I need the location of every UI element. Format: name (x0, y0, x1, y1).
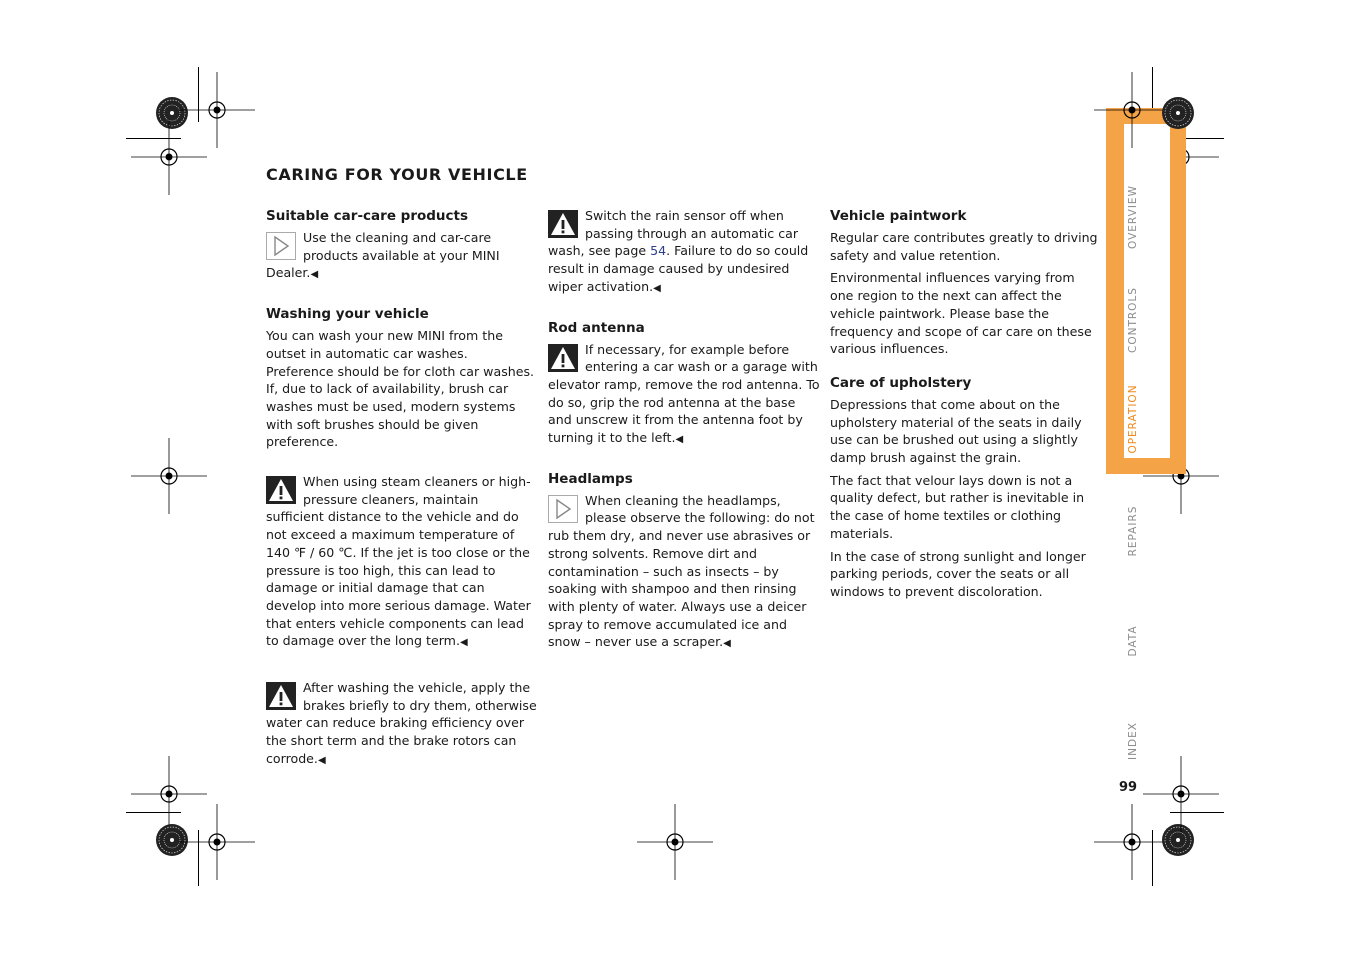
section-paintwork (830, 207, 1102, 358)
column-3 (830, 207, 1102, 617)
section-car-care-products (266, 207, 538, 289)
end-mark-icon: ◀ (675, 434, 684, 446)
side-nav-operation[interactable]: OPERATION (1127, 384, 1139, 454)
warning-brakes (266, 679, 538, 775)
side-nav-overview[interactable]: OVERVIEW (1127, 185, 1139, 249)
body-text: Regular care contributes greatly to driving safety and value retention. (830, 230, 1098, 263)
end-mark-icon: ◀ (317, 754, 326, 766)
section-heading: Care of upholstery (830, 374, 972, 391)
page-title: CARING FOR YOUR VEHICLE (266, 165, 528, 184)
warning-rain-sensor (548, 207, 820, 303)
end-mark-icon: ◀ (723, 638, 731, 650)
section-heading: Vehicle paintwork (830, 208, 967, 224)
warning-icon (266, 476, 296, 504)
body-text: The fact that velour lays down is not a quality defect, but rather is inevitable in the case of home textiles or clothing materials. (830, 472, 1085, 541)
note-triangle-icon (266, 232, 296, 260)
end-mark-icon: ◀ (653, 282, 661, 294)
side-nav-index[interactable]: INDEX (1127, 722, 1139, 760)
section-upholstery (830, 374, 1102, 601)
side-nav-data[interactable]: DATA (1127, 625, 1139, 657)
end-mark-icon: ◀ (459, 637, 468, 649)
note-text: When cleaning the headlamps, please observe the following: do not rub them dry, and never use abrasives or strong solvents. Remove dirt and contamination – such as insects – by soaking with shampoo and then rinsing with plenty of water. Always use a deicer spray to remove accumulated ice and snow – never use a scraper.◀ (548, 492, 815, 650)
note-text: Use the cleaning and car-care products available at your MINI Dealer.◀ (266, 230, 500, 281)
column-1 (266, 207, 538, 791)
body-text: Depressions that come about on the upholstery material of the seats in daily use can be brushed out using a slightly damp brush against the grain. (830, 396, 1082, 466)
body-text: In the case of strong sunlight and longer parking periods, cover the seats or all windows to prevent discoloration. (830, 548, 1086, 599)
section-heading: Headlamps (548, 470, 633, 487)
warning-icon (548, 210, 578, 238)
warning-steam-cleaners (266, 473, 538, 657)
section-headlamps (548, 470, 820, 658)
warning-text: After washing the vehicle, apply the brakes briefly to dry them, otherwise water can reduce braking efficiency over the short term and the brake rotors can corrode.◀ (266, 680, 537, 766)
end-mark-icon: ◀ (310, 269, 319, 281)
warning-text: Switch the rain sensor off when passing through an automatic car wash, see page 54. Failure to do so could result in damage caused by undesired wiper activation.◀ (548, 208, 809, 294)
column-2 (548, 207, 820, 674)
body-text: You can wash your new MINI from the outset in automatic car washes. Preference should be for cloth car washes. If, due to lack of availability, brush car washes must be used, modern systems with soft brushes should be given preference. (266, 328, 535, 450)
side-nav-repairs[interactable]: REPAIRS (1127, 505, 1139, 557)
section-heading: Suitable car-care products (266, 208, 469, 224)
section-rod-antenna (548, 319, 820, 454)
section-heading: Washing your vehicle (266, 306, 429, 323)
body-text: Environmental influences varying from one region to the next can affect the vehicle paintwork. Please base the frequency and scope of car care on these various influences. (830, 270, 1092, 357)
note-triangle-icon (548, 495, 578, 523)
warning-text: When using steam cleaners or high-pressure cleaners, maintain sufficient distance to the vehicle and do not exceed a maximum temperature of 140 ℉ / 60 ℃. If the jet is too close or the pressure is too high, this can lead to damage or initial damage that can develop into more serious damage. Water that enters vehicle components can lead to damage over the long term.◀ (266, 474, 531, 649)
section-washing (266, 305, 538, 451)
warning-icon (548, 344, 578, 372)
page-number: 99 (1119, 780, 1138, 795)
side-nav-controls[interactable]: CONTROLS (1127, 287, 1139, 353)
section-heading: Rod antenna (548, 319, 645, 336)
warning-icon (266, 682, 296, 710)
page-link[interactable]: 54 (650, 243, 667, 259)
warning-text: If necessary, for example before entering a car wash or a garage with elevator ramp, remove the rod antenna. To do so, grip the rod antenna at the base and unscrew it from the antenna foot by turning it to the left.◀ (548, 341, 820, 446)
